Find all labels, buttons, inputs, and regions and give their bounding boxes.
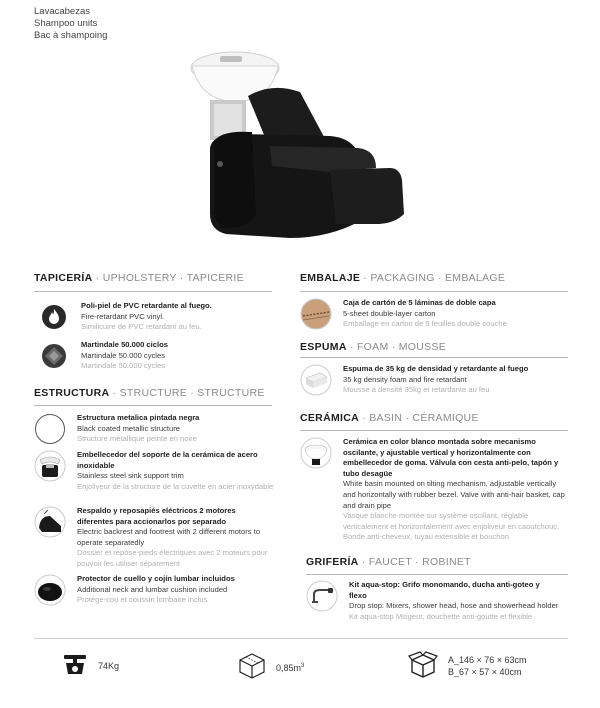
section-basin: [300, 412, 479, 424]
section-foam-rest: · FOAM · MOUSSE: [346, 341, 447, 353]
upholstery-2-en: Martindale 50.000 cycles: [81, 350, 165, 360]
list-item-structure-2: [34, 450, 274, 492]
structure-2-en: Stainless steel sink support trim: [77, 471, 184, 481]
flame-icon: [38, 301, 70, 333]
volume-spec: [238, 652, 304, 682]
header-titles: [34, 6, 107, 42]
scale-icon: [62, 652, 88, 680]
title-en: Shampoo units: [34, 18, 98, 29]
list-item-structure-4: [34, 574, 274, 606]
list-item-packaging-1: [300, 298, 568, 330]
volume-value: 0,85m: [276, 663, 302, 673]
structure-1-fr: Structure métallique peinte en noire: [77, 434, 197, 444]
list-item-foam-1: [300, 364, 568, 396]
footer-divider: [34, 638, 568, 639]
electric-chair-icon: [34, 506, 66, 538]
structure-4-fr: Protége-cou et coussin lombaire inclus: [77, 595, 208, 605]
volume-exp: 3: [301, 663, 305, 669]
section-rule: [300, 357, 568, 358]
section-basin-rest: · BASIN · CÉRAMIQUE: [358, 412, 479, 424]
faucet-1-fr: Kit aqua-stop Mitigeur, douchette anti-goutte et flexible: [349, 611, 533, 621]
title-fr: Bac à shampoing: [34, 30, 108, 41]
packaging-1-es: Caja de cartón de 5 láminas de doble capa: [343, 298, 496, 307]
dimension-b: B_67 × 57 × 40cm: [448, 667, 522, 677]
circle-outline-icon: [34, 413, 66, 445]
upholstery-1-es: Poli-piel de PVC retardante al fuego.: [81, 301, 212, 310]
structure-2-fr: Enjoliveur de la structure de la cuvette en acier inoxydable: [77, 481, 274, 491]
structure-4-es: Protector de cuello y cojín lumbar incluidos: [77, 574, 235, 583]
upholstery-1-en: Fire-retardant PVC vinyl.: [81, 311, 165, 321]
cushion-icon: [34, 574, 66, 606]
section-faucet: [306, 556, 471, 568]
packaging-1-en: 5-sheet double-layer carton: [343, 308, 436, 318]
basin-1-fr: Vasque blanche montée sur système oscillant, réglable verticalement et horizontalement avec enjoliveur en caoutchouc. Bonde anti-cheveux, tuyau extensible et bouchon: [343, 511, 560, 542]
carton-icon: [300, 298, 332, 330]
foam-1-fr: Mousse à densité 35kg et retardante au feu: [343, 385, 490, 395]
shampoo-unit-image: [180, 38, 410, 268]
section-structure-rest: · STRUCTURE · STRUCTURE: [109, 387, 265, 399]
section-foam: [300, 341, 446, 353]
section-packaging-rest: · PACKAGING · EMBALAGE: [360, 272, 506, 284]
list-item-basin-1: [300, 437, 568, 543]
basin-1-en: White basin mounted on tilting mechanism, adjustable vertically and horizontally with rubber bezel. Valve with anti-hair basket, cap and drain pipe: [343, 479, 565, 510]
section-packaging-es: EMBALAJE: [300, 272, 361, 284]
fabric-icon: [38, 340, 70, 372]
weight-value: 74Kg: [98, 661, 120, 671]
faucet-1-en: Drop stop: Mixers, shower head, hose and showerhead holder: [349, 601, 559, 611]
faucet-icon: [306, 580, 338, 612]
box-icon: [408, 650, 438, 682]
upholstery-2-es: Martindale 50.000 ciclos: [81, 340, 168, 349]
section-foam-es: ESPUMA: [300, 341, 347, 353]
structure-4-en: Additional neck and lumbar cushion included: [77, 584, 228, 594]
section-rule: [306, 574, 568, 575]
faucet-1-es: Kit aqua-stop: Grifo monomando, ducha anti-goteo y flexo: [349, 580, 540, 600]
foam-1-es: Espuma de 35 kg de densidad y retardante al fuego: [343, 364, 529, 373]
section-faucet-es: GRIFERÍA: [306, 556, 359, 568]
upholstery-1-fr: Similicuire de PVC retardant au feu.: [81, 322, 202, 332]
weight-spec: [62, 652, 119, 680]
basin-icon: [300, 437, 332, 469]
list-item-upholstery-1: [38, 301, 274, 333]
list-item-structure-3: [34, 506, 274, 570]
title-es: Lavacabezas: [34, 6, 90, 17]
sink-support-icon: [34, 450, 66, 482]
structure-3-en: Electric backrest and footrest with 2 different motors to operate separatedly: [77, 527, 261, 547]
section-faucet-rest: · FAUCET · ROBINET: [358, 556, 471, 568]
foam-icon: [300, 364, 332, 396]
cube-icon: [238, 652, 266, 682]
structure-3-es: Respaldo y reposapiés eléctricos 2 motores diferentes para accionarlos por separado: [77, 506, 236, 526]
section-rule: [34, 405, 272, 406]
packaging-1-fr: Emballage en carton de 5 feuilles double couche: [343, 319, 507, 329]
dimensions-spec: [408, 650, 527, 682]
basin-1-es: Cerámica en color blanco montada sobre mecanismo oscilante, y ajustable vertical y horizontalmente con embellecedor de goma. Válvula con cesta anti-pelo, tapón y tubo desagüe: [343, 437, 559, 478]
list-item-faucet-1: [306, 580, 568, 622]
section-structure: [34, 387, 265, 399]
section-structure-es: ESTRUCTURA: [34, 387, 110, 399]
section-packaging: [300, 272, 505, 284]
list-item-structure-1: [34, 413, 274, 445]
structure-2-es: Embellecedor del soporte de la cerámica de acero inoxidable: [77, 450, 258, 470]
section-rule: [300, 430, 568, 431]
foam-1-en: 35 kg density foam and fire retardant: [343, 374, 467, 384]
upholstery-2-fr: Martindale 50.000 cycles: [81, 361, 165, 371]
structure-1-es: Estructura metalica pintada negra: [77, 413, 200, 422]
section-rule: [300, 291, 568, 292]
section-upholstery-es: TAPICERÍA: [34, 272, 93, 284]
list-item-upholstery-2: [38, 340, 274, 372]
structure-3-fr: Dossier et repose-pieds électriques avec 2 moteurs pour pouvoir les utiliser séparement: [77, 548, 268, 568]
dimension-a: A_146 × 76 × 63cm: [448, 655, 527, 665]
section-upholstery: [34, 272, 244, 284]
section-basin-es: CERÁMICA: [300, 412, 359, 424]
section-rule: [34, 291, 272, 292]
section-upholstery-rest: · UPHOLSTERY · TAPICERIE: [92, 272, 244, 284]
structure-1-en: Black coated metallic structure: [77, 423, 180, 433]
